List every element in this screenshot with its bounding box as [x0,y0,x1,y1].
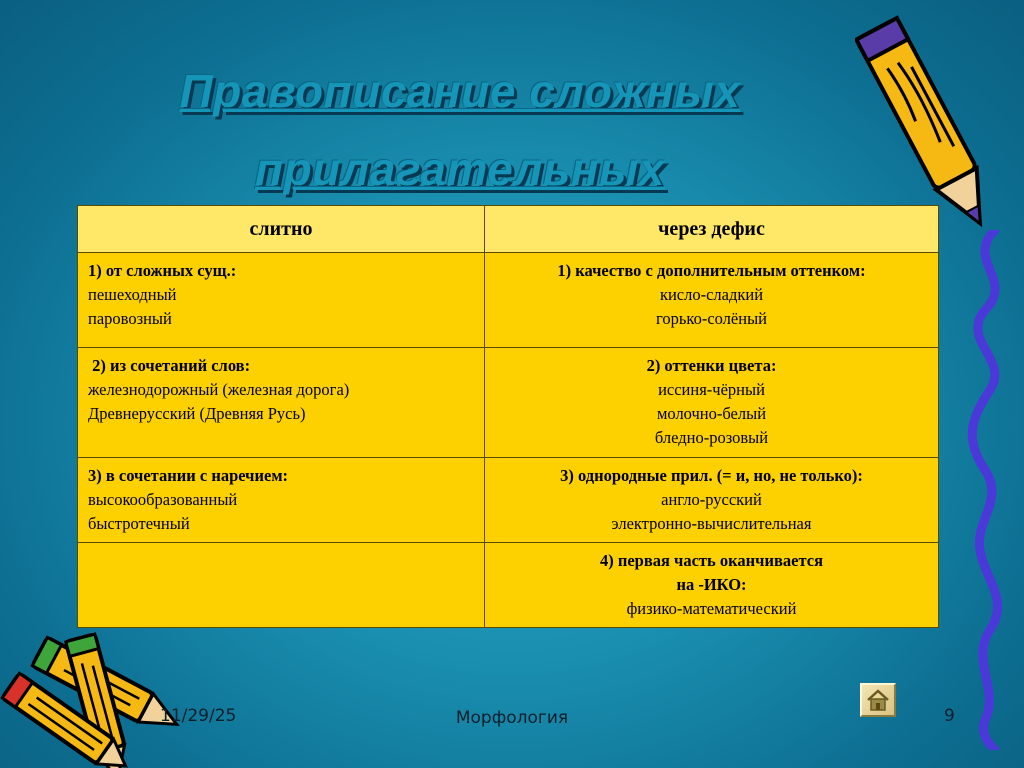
table-header-row [78,206,939,253]
example-word: пешеходный [88,285,177,304]
example-word: англо-русский [661,490,762,509]
header-solid: слитно [78,206,485,253]
rule-heading: 1) от сложных сущ.: [88,261,237,280]
example-word: бледно-розовый [654,428,769,447]
footer-date: 11/29/25 [160,706,237,726]
rule-heading: 4) первая часть оканчивается [599,551,824,570]
example-word: иссиня-чёрный [658,380,765,399]
table-cell [485,458,939,543]
table-cell-empty [78,543,485,628]
table-row [78,458,939,543]
home-icon [862,685,894,715]
example-word: кисло-сладкий [659,285,764,304]
example-word: физико-математический [626,599,797,618]
table-row [78,348,939,458]
example-word: быстротечный [88,514,190,533]
table-cell [485,253,939,348]
rules-table [77,205,939,628]
rule-heading-continued: на -ИКО: [676,575,747,594]
squiggle-decoration [955,230,1024,750]
table-cell [78,348,485,458]
slide-title: Правописание сложных прилагательных [179,65,741,195]
table-row [78,543,939,628]
example-word: электронно-вычислительная [611,514,812,533]
example-word: железнодорожный (железная дорога) [88,380,350,399]
header-hyphen: через дефис [485,206,939,253]
example-word: паровозный [88,309,172,328]
rule-heading: 2) из сочетаний слов: [88,356,251,375]
table-row [78,253,939,348]
example-word: молочно-белый [656,404,767,423]
table-cell [78,458,485,543]
rule-heading: 3) в сочетании с наречием: [88,466,289,485]
table-cell [485,543,939,628]
footer-title: Морфология [455,708,569,728]
pencil-icon [0,620,210,768]
rule-heading: 1) качество с дополнительным оттенком: [557,261,866,280]
example-word: высокообразованный [88,490,238,509]
slide-number: 9 [944,706,955,726]
example-word: Древнерусский (Древняя Русь) [88,404,306,423]
table-cell [78,253,485,348]
table-cell [485,348,939,458]
example-word: горько-солёный [656,309,767,328]
rule-heading: 3) однородные прил. (= и, но, не только): [560,466,863,485]
home-button[interactable] [860,683,896,717]
rule-heading: 2) оттенки цвета: [646,356,777,375]
